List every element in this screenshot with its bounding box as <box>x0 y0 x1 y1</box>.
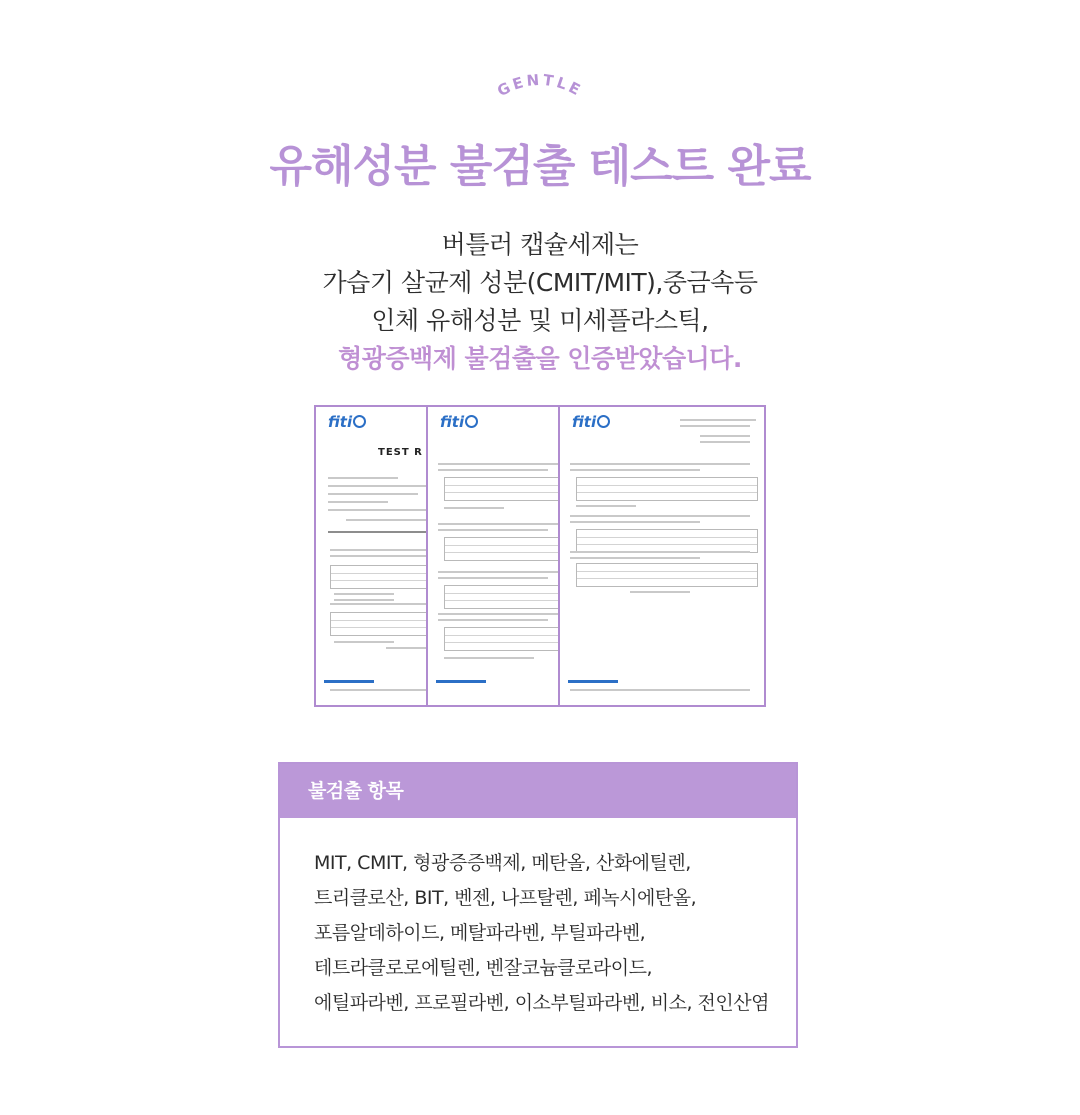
list-line: 에틸파라벤, 프로필라벤, 이소부틸파라벤, 비소, 전인산염 <box>314 992 769 1014</box>
intro-text <box>0 226 1080 378</box>
page-title: 유해성분 불검출 테스트 완료 <box>269 141 811 192</box>
fiti-logo: fiti <box>572 413 610 431</box>
test-report-images <box>314 405 766 711</box>
svg-text:GENTLE <box>494 71 585 101</box>
fiti-logo: fiti <box>440 413 478 431</box>
non-detected-items-box <box>278 762 798 1048</box>
test-report-page-3 <box>558 405 766 707</box>
list-line: MIT, CMIT, 형광증증백제, 메탄올, 산화에틸렌, <box>314 852 691 874</box>
non-detected-list <box>314 846 774 1021</box>
box-header: 불검출 항목 <box>280 764 796 818</box>
list-line: 테트라클로로에틸렌, 벤잘코늄클로라이드, <box>314 957 652 979</box>
intro-highlight: 형광증백제 불검출을 인증받았습니다. <box>338 344 742 373</box>
intro-line: 가습기 살균제 성분(CMIT/MIT),중금속등 <box>322 268 758 297</box>
list-line: 트리클로산, BIT, 벤젠, 나프탈렌, 페녹시에탄올, <box>314 887 697 909</box>
intro-line: 인체 유해성분 및 미세플라스틱, <box>371 306 709 335</box>
fiti-logo: fiti <box>328 413 366 431</box>
eyebrow-text: GENTLE <box>494 70 586 101</box>
test-report-page-2 <box>426 405 576 707</box>
report-heading: TEST R <box>378 447 423 458</box>
list-line: 포름알데하이드, 메탈파라벤, 부틸파라벤, <box>314 922 646 944</box>
intro-line: 버틀러 캡슐세제는 <box>441 230 639 259</box>
gentle-eyebrow <box>0 60 1080 110</box>
